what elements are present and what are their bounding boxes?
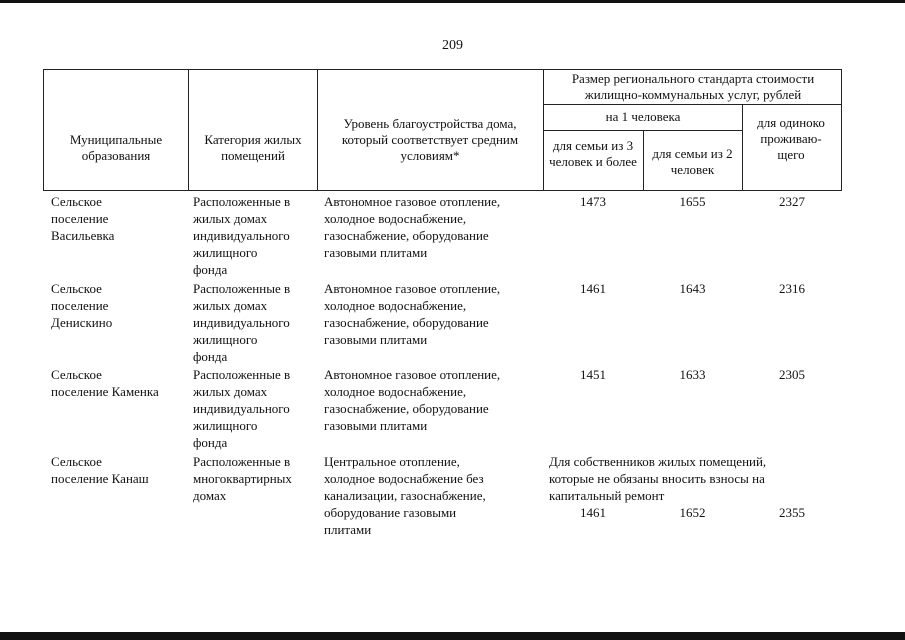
header-category: Категория жилых помещений bbox=[204, 132, 302, 163]
text-line: капитальный ремонт bbox=[549, 488, 665, 503]
text-line: Расположенные в bbox=[193, 367, 291, 382]
text-line: Сельское bbox=[51, 281, 102, 296]
text-line: газоснабжение, оборудование bbox=[324, 401, 489, 416]
text-line: Расположенные в bbox=[193, 281, 291, 296]
text-line: Васильевка bbox=[51, 228, 115, 243]
text-line: Автономное газовое отопление, bbox=[324, 194, 501, 209]
row-4-note bbox=[549, 453, 766, 504]
row-1-single: 2327 bbox=[779, 194, 805, 209]
page-number: 209 bbox=[442, 38, 463, 53]
text-line: газовыми плитами bbox=[324, 245, 428, 260]
text-line: жилых домах bbox=[193, 298, 268, 313]
text-line: газоснабжение, оборудование bbox=[324, 315, 489, 330]
table-border-top bbox=[43, 69, 841, 70]
header-divider-5 bbox=[742, 104, 743, 191]
header-family-2: для семьи из 2 человек bbox=[652, 146, 733, 177]
text-line: фонда bbox=[193, 435, 228, 450]
header-border-left bbox=[43, 69, 44, 191]
header-bottom-border bbox=[43, 190, 841, 191]
text-line: индивидуального bbox=[193, 228, 290, 243]
text-line: холодное водоснабжение, bbox=[324, 384, 467, 399]
text-line: оборудование газовыми bbox=[324, 505, 457, 520]
text-line: Сельское bbox=[51, 194, 102, 209]
row-2-family-3plus: 1461 bbox=[580, 281, 606, 296]
text-line: Сельское bbox=[51, 454, 102, 469]
text-line: фонда bbox=[193, 349, 228, 364]
row-3-family-2: 1633 bbox=[679, 367, 706, 382]
text-line: поселение bbox=[51, 211, 109, 226]
text-line: газовыми плитами bbox=[324, 332, 428, 347]
row-2-level bbox=[324, 280, 500, 348]
row-4-municipality bbox=[51, 453, 149, 487]
text-line: индивидуального bbox=[193, 315, 290, 330]
row-1-family-3plus: 1473 bbox=[580, 194, 606, 209]
row-3-single: 2305 bbox=[779, 367, 805, 382]
text-line: газовыми плитами bbox=[324, 418, 428, 433]
scan-bottom-border bbox=[0, 632, 905, 640]
header-family-3plus: для семьи из 3 человек и более bbox=[549, 138, 637, 169]
text-line: Расположенные в bbox=[193, 454, 291, 469]
text-line: многоквартирных bbox=[193, 471, 292, 486]
header-divider-2 bbox=[317, 69, 318, 191]
text-line: Сельское bbox=[51, 367, 102, 382]
text-line: холодное водоснабжение, bbox=[324, 211, 467, 226]
text-line: жилых домах bbox=[193, 211, 268, 226]
text-line: Денискино bbox=[51, 315, 113, 330]
row-2-family-2: 1643 bbox=[679, 281, 706, 296]
text-line: Автономное газовое отопление, bbox=[324, 367, 501, 382]
header-single: для одиноко проживаю-щего bbox=[757, 115, 825, 162]
row-1-family-2: 1655 bbox=[679, 194, 706, 209]
text-line: холодное водоснабжение без bbox=[324, 471, 484, 486]
row-1-level bbox=[324, 193, 500, 261]
header-divider-1 bbox=[188, 69, 189, 191]
row-1-municipality bbox=[51, 193, 114, 244]
text-line: поселение Канаш bbox=[51, 471, 149, 486]
row-4-category bbox=[193, 453, 292, 504]
header-level: Уровень благоустройства дома, который соответствует средним условиям* bbox=[341, 116, 519, 163]
text-line: Автономное газовое отопление, bbox=[324, 281, 501, 296]
text-line: Для собственников жилых помещений, bbox=[549, 454, 767, 469]
row-3-level bbox=[324, 366, 500, 434]
header-standard: Размер регионального стандарта стоимости жилищно-коммунальных услуг, рублей bbox=[571, 71, 815, 102]
text-line: фонда bbox=[193, 262, 228, 277]
text-line: индивидуального bbox=[193, 401, 290, 416]
header-divider-standard bbox=[543, 104, 841, 105]
header-divider-3 bbox=[543, 69, 544, 191]
text-line: газоснабжение, оборудование bbox=[324, 228, 489, 243]
text-line: поселение bbox=[51, 298, 109, 313]
row-2-category bbox=[193, 280, 290, 365]
text-line: жилых домах bbox=[193, 384, 268, 399]
text-line: канализации, газоснабжение, bbox=[324, 488, 486, 503]
text-line: Расположенные в bbox=[193, 194, 291, 209]
row-2-municipality bbox=[51, 280, 112, 331]
header-divider-4 bbox=[643, 130, 644, 191]
text-line: жилищного bbox=[193, 332, 258, 347]
text-line: домах bbox=[193, 488, 227, 503]
row-4-level bbox=[324, 453, 486, 538]
row-2-single: 2316 bbox=[779, 281, 805, 296]
text-line: жилищного bbox=[193, 418, 258, 433]
row-4-family-2: 1652 bbox=[679, 505, 706, 520]
text-line: холодное водоснабжение, bbox=[324, 298, 467, 313]
text-line: жилищного bbox=[193, 245, 258, 260]
header-municipality: Муниципальные образования bbox=[69, 132, 163, 163]
row-3-category bbox=[193, 366, 290, 451]
header-border-right bbox=[841, 69, 842, 191]
row-4-single: 2355 bbox=[779, 505, 805, 520]
row-3-family-3plus: 1451 bbox=[580, 367, 606, 382]
scan-top-border bbox=[0, 0, 905, 3]
text-line: Центральное отопление, bbox=[324, 454, 460, 469]
text-line: поселение Каменка bbox=[51, 384, 159, 399]
header-per-person: на 1 человека bbox=[605, 109, 681, 124]
row-4-family-3plus: 1461 bbox=[580, 505, 606, 520]
text-line: которые не обязаны вносить взносы на bbox=[549, 471, 765, 486]
row-1-category bbox=[193, 193, 290, 278]
text-line: плитами bbox=[324, 522, 372, 537]
row-3-municipality bbox=[51, 366, 159, 400]
